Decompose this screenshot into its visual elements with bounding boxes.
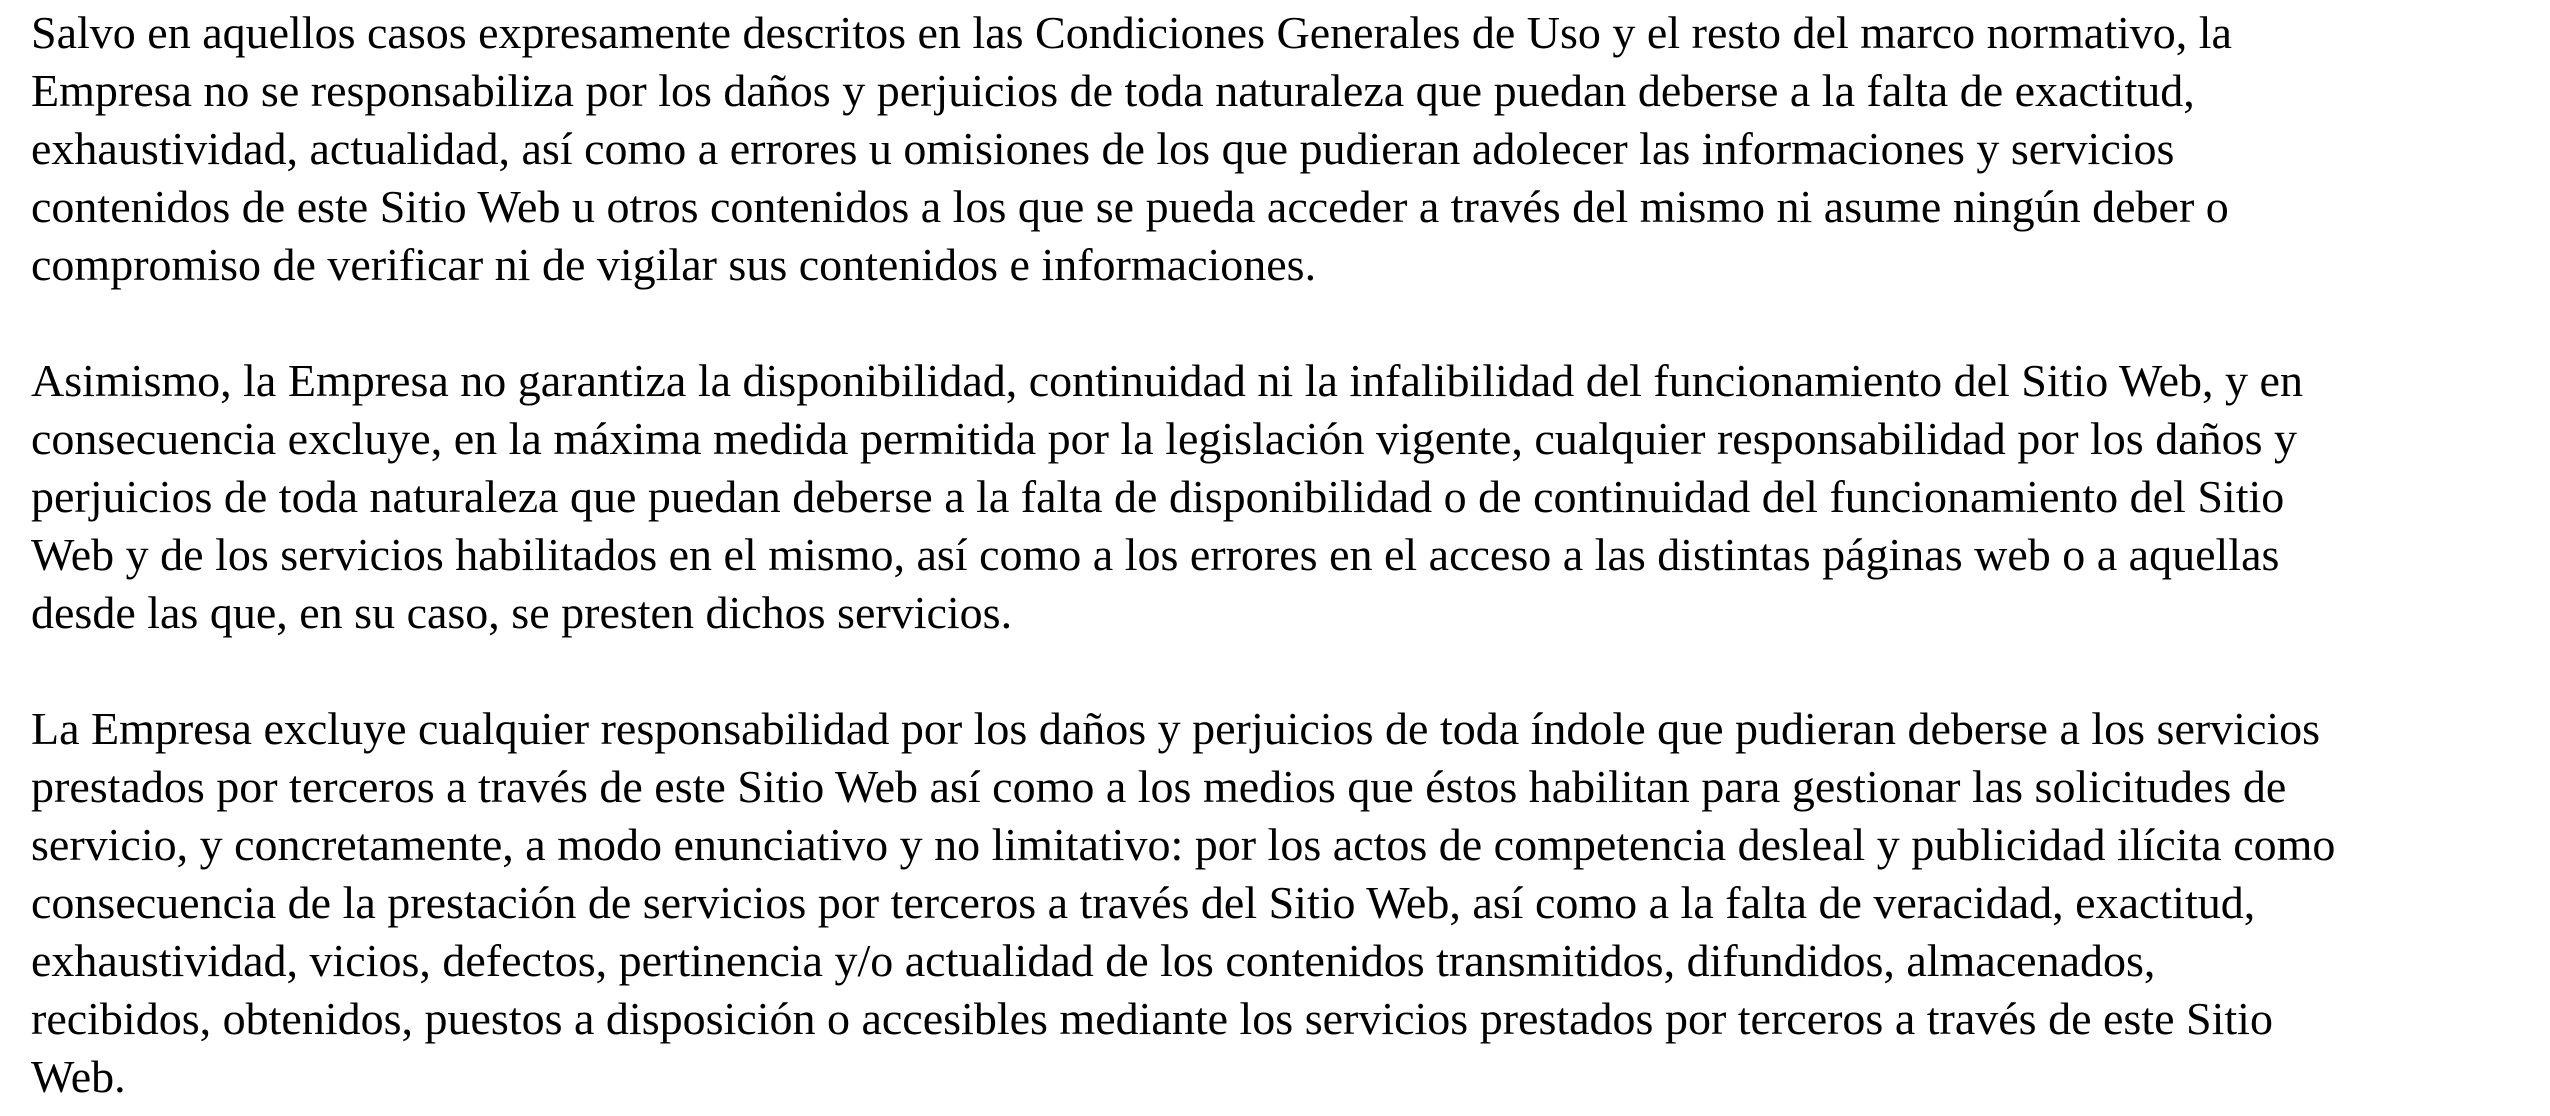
paragraph-line: compromiso de verificar ni de vigilar sus contenidos e informaciones. [31, 239, 1317, 290]
paragraph-line: Asimismo, la Empresa no garantiza la disponibilidad, continuidad ni la infalibilidad del funcionamiento del Sitio Web, y en [31, 355, 2303, 406]
paragraph-line: recibidos, obtenidos, puestos a disposición o accesibles mediante los servicios prestados por terceros a través de este Sitio [31, 993, 2273, 1044]
paragraph-line: desde las que, en su caso, se presten dichos servicios. [31, 587, 1013, 638]
paragraph-line: perjuicios de toda naturaleza que puedan deberse a la falta de disponibilidad o de continuidad del funcionamiento del Sitio [31, 471, 2285, 522]
paragraph-line: exhaustividad, vicios, defectos, pertinencia y/o actualidad de los contenidos transmitidos, difundidos, almacenados, [31, 935, 2156, 986]
paragraph-line: La Empresa excluye cualquier responsabilidad por los daños y perjuicios de toda índole que pudieran deberse a los servicios [31, 703, 2321, 754]
paragraph-line: exhaustividad, actualidad, así como a errores u omisiones de los que pudieran adolecer las informaciones y servicios [31, 123, 2175, 174]
paragraph-line: Web. [31, 1051, 126, 1102]
paragraph-line: consecuencia excluye, en la máxima medida permitida por la legislación vigente, cualquier responsabilidad por los daños y [31, 413, 2298, 464]
paragraph-line: Empresa no se responsabiliza por los daños y perjuicios de toda naturaleza que puedan deberse a la falta de exactitud, [31, 65, 2195, 116]
paragraph-line: contenidos de este Sitio Web u otros contenidos a los que se pueda acceder a través del mismo ni asume ningún deber o [31, 181, 2229, 232]
paragraph-line: consecuencia de la prestación de servicios por terceros a través del Sitio Web, así como a la falta de veracidad, exactitud, [31, 877, 2256, 928]
disclaimer-paragraph-2 [31, 352, 2530, 642]
disclaimer-paragraph-3 [31, 700, 2530, 1106]
paragraph-line: Salvo en aquellos casos expresamente descritos en las Condiciones Generales de Uso y el resto del marco normativo, la [31, 7, 2232, 58]
paragraph-line: servicio, y concretamente, a modo enunciativo y no limitativo: por los actos de competencia desleal y publicidad ilícita como [31, 819, 2336, 870]
paragraph-line: Web y de los servicios habilitados en el mismo, así como a los errores en el acceso a las distintas páginas web o a aquellas [31, 529, 2280, 580]
disclaimer-paragraph-1 [31, 4, 2530, 294]
paragraph-line: prestados por terceros a través de este Sitio Web así como a los medios que éstos habilitan para gestionar las solicitudes de [31, 761, 2287, 812]
